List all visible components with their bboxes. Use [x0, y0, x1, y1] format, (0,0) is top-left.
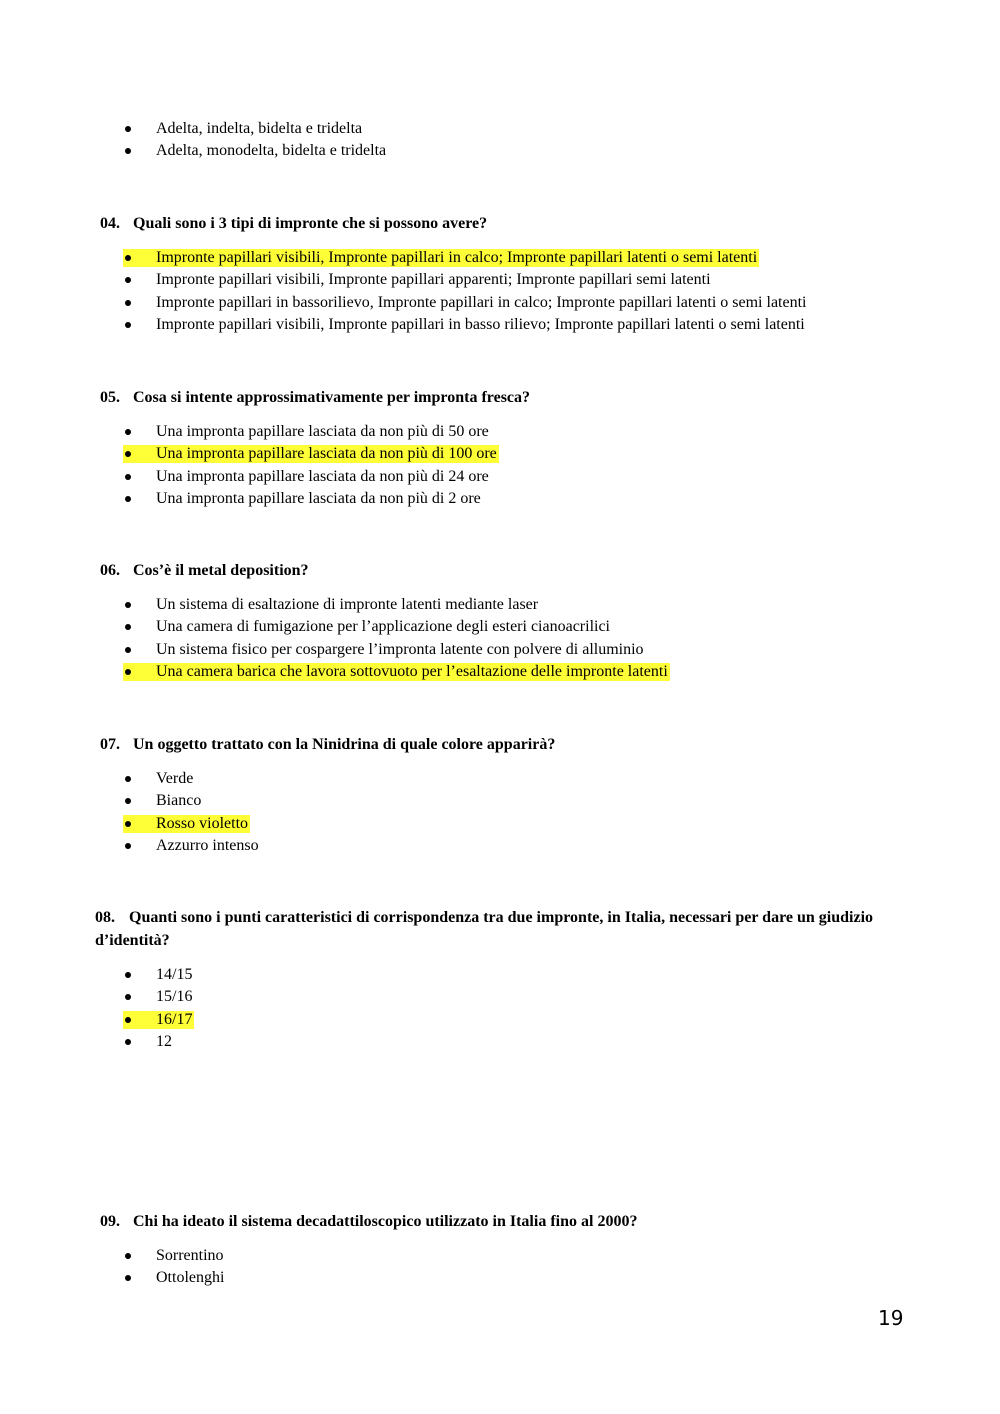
- bullet-icon: [125, 429, 131, 435]
- bullet-icon: [125, 322, 131, 328]
- bullet-icon: [125, 647, 131, 653]
- list-item: [0, 466, 1000, 488]
- option-text: Impronte papillari visibili, Impronte papillari in calco; Impronte papillari latenti o semi latenti: [156, 249, 758, 266]
- page-number: 19: [878, 1306, 904, 1330]
- option-text: Una camera barica che lavora sottovuoto per l’esaltazione delle impronte latenti: [156, 663, 668, 681]
- list-item: [0, 1245, 1000, 1267]
- question-07-title: [100, 733, 555, 756]
- bullet-icon: [125, 277, 131, 283]
- option-text: Impronte papillari visibili, Impronte papillari apparenti; Impronte papillari semi latenti: [156, 271, 711, 289]
- question-number: 08.: [95, 909, 115, 926]
- bullet-icon: [125, 602, 131, 608]
- bullet-icon: [125, 126, 131, 132]
- bullet-icon: [125, 1253, 131, 1259]
- question-08-title: [95, 906, 875, 952]
- list-item: [0, 1031, 1000, 1053]
- option-text: Una impronta papillare lasciata da non più di 100 ore: [156, 445, 497, 463]
- option-text: Azzurro intenso: [156, 837, 259, 855]
- option-text: 15/16: [156, 988, 193, 1006]
- option-text: Bianco: [156, 792, 202, 810]
- question-07-options: [0, 768, 1000, 858]
- question-text: Cos’è il metal deposition?: [133, 562, 309, 579]
- question-number: 07.: [100, 736, 120, 753]
- list-item: [0, 140, 1000, 162]
- question-number: 06.: [100, 562, 120, 579]
- list-item: [0, 790, 1000, 812]
- list-item-highlighted: [0, 1009, 1000, 1031]
- option-text: Una impronta papillare lasciata da non più di 2 ore: [156, 490, 481, 508]
- continued-option-list: [0, 118, 1000, 163]
- list-item: [0, 768, 1000, 790]
- option-text: Adelta, indelta, bidelta e tridelta: [156, 120, 363, 137]
- question-04-options: [0, 247, 1000, 337]
- list-item: [0, 1267, 1000, 1289]
- option-text: 16/17: [156, 1010, 193, 1028]
- question-04-title: [100, 212, 487, 235]
- option-text: 14/15: [156, 966, 193, 983]
- list-item-highlighted: [0, 661, 1000, 683]
- bullet-icon: [125, 1017, 131, 1023]
- bullet-icon: [125, 496, 131, 502]
- option-text: Impronte papillari visibili, Impronte papillari in basso rilievo; Impronte papillari latenti o semi latenti: [156, 316, 805, 334]
- bullet-icon: [125, 798, 131, 804]
- option-text: Ottolenghi: [156, 1269, 225, 1287]
- option-text: Una impronta papillare lasciata da non più di 50 ore: [156, 423, 489, 440]
- question-05-title: [100, 386, 530, 409]
- list-item: [0, 118, 1000, 140]
- bullet-icon: [125, 994, 131, 1000]
- question-number: 05.: [100, 389, 120, 406]
- bullet-icon: [125, 1275, 131, 1281]
- option-text: Sorrentino: [156, 1247, 224, 1264]
- list-item: [0, 835, 1000, 857]
- list-item-highlighted: [0, 247, 1000, 269]
- list-item: [0, 421, 1000, 443]
- option-text: Una impronta papillare lasciata da non più di 24 ore: [156, 467, 489, 485]
- question-09-options: [0, 1245, 1000, 1290]
- bullet-icon: [125, 821, 131, 827]
- list-item: [0, 292, 1000, 314]
- option-text: Una camera di fumigazione per l’applicazione degli esteri cianoacrilici: [156, 618, 610, 636]
- bullet-icon: [125, 148, 131, 154]
- option-text: 12: [156, 1033, 172, 1051]
- question-number: 09.: [100, 1213, 120, 1230]
- bullet-icon: [125, 624, 131, 630]
- option-text: Adelta, monodelta, bidelta e tridelta: [156, 142, 387, 160]
- list-item: [0, 488, 1000, 510]
- list-item: [0, 269, 1000, 291]
- question-text: Cosa si intente approssimativamente per impronta fresca?: [133, 389, 531, 406]
- bullet-icon: [125, 843, 131, 849]
- list-item: [0, 639, 1000, 661]
- bullet-icon: [125, 300, 131, 306]
- bullet-icon: [125, 255, 131, 261]
- question-09-title: [100, 1210, 637, 1233]
- list-item: [0, 964, 1000, 986]
- bullet-icon: [125, 474, 131, 480]
- question-text: Un oggetto trattato con la Ninidrina di quale colore apparirà?: [133, 736, 556, 753]
- list-item: [0, 314, 1000, 336]
- question-text: Quanti sono i punti caratteristici di corrispondenza tra due impronte, in Italia, necessari per dare un giudizio d’identità?: [95, 909, 874, 949]
- list-item-highlighted: [0, 813, 1000, 835]
- bullet-icon: [125, 972, 131, 978]
- question-number: 04.: [100, 215, 120, 232]
- option-text: Un sistema fisico per cospargere l’impronta latente con polvere di alluminio: [156, 640, 644, 658]
- option-text: Verde: [156, 770, 194, 787]
- bullet-icon: [125, 776, 131, 782]
- option-text: Un sistema di esaltazione di impronte latenti mediante laser: [156, 596, 539, 613]
- question-text: Chi ha ideato il sistema decadattiloscopico utilizzato in Italia fino al 2000?: [133, 1213, 638, 1230]
- list-item: [0, 616, 1000, 638]
- question-08-options: [0, 964, 1000, 1054]
- list-item-highlighted: [0, 443, 1000, 465]
- list-item: [0, 594, 1000, 616]
- option-text: Rosso violetto: [156, 814, 249, 832]
- question-06-options: [0, 594, 1000, 684]
- question-06-title: [100, 559, 309, 582]
- question-05-options: [0, 421, 1000, 511]
- question-text: Quali sono i 3 tipi di impronte che si possono avere?: [133, 215, 488, 232]
- option-text: Impronte papillari in bassorilievo, Impronte papillari in calco; Impronte papillari latenti o semi latenti: [156, 293, 807, 311]
- bullet-icon: [125, 1039, 131, 1045]
- list-item: [0, 986, 1000, 1008]
